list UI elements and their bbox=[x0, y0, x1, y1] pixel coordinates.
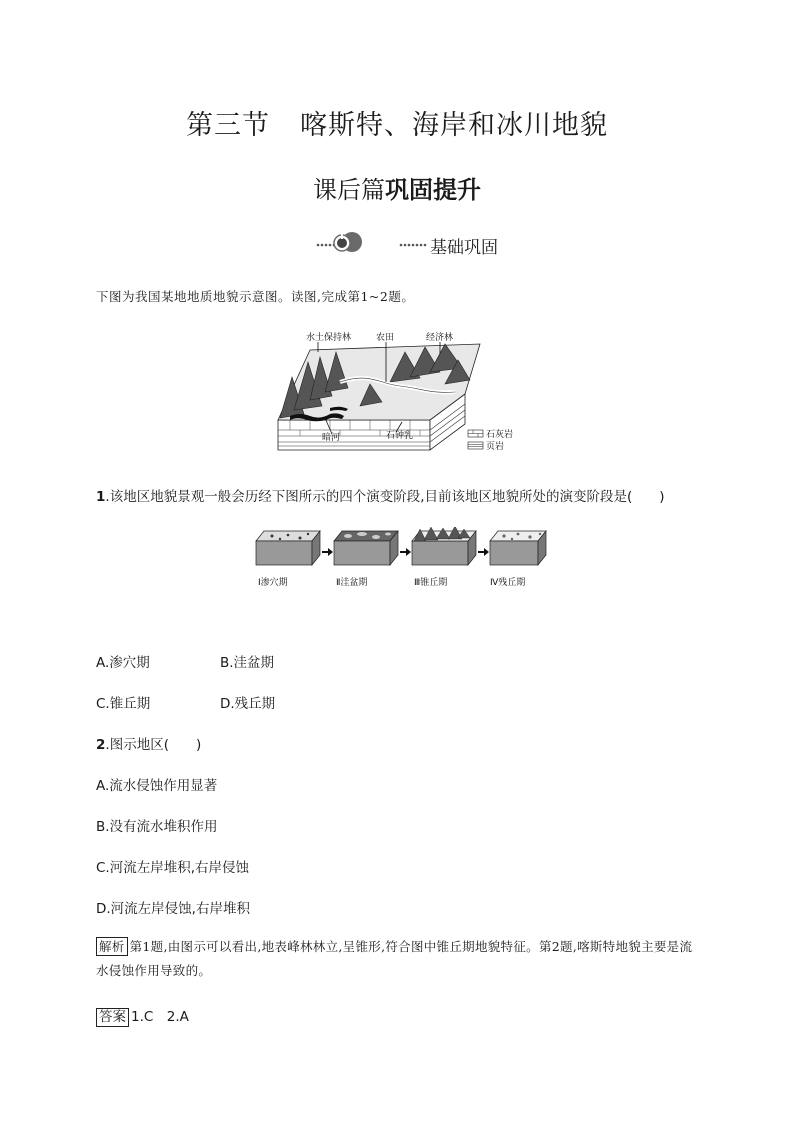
label-stalactite: 石钟乳 bbox=[386, 431, 414, 441]
stage-2-block bbox=[334, 531, 398, 565]
stage-label-4: Ⅳ残丘期 bbox=[490, 578, 526, 588]
explanation bbox=[96, 935, 696, 983]
legend-limestone: 石灰岩 bbox=[486, 430, 514, 440]
label-underground-river: 暗河 bbox=[322, 433, 341, 443]
stage-arrow-2 bbox=[400, 548, 411, 556]
section-header bbox=[0, 230, 794, 260]
answer bbox=[96, 1005, 189, 1027]
question-1-number: 1 bbox=[96, 489, 106, 505]
subtitle-bold: 巩固提升 bbox=[385, 176, 481, 204]
question-2-text: .图示地区( ) bbox=[105, 737, 202, 753]
q2-option-b: B.没有流水堆积作用 bbox=[96, 819, 218, 835]
title-section-number: 第三节 bbox=[186, 110, 270, 141]
intro-text: 下图为我国某地地质地貌示意图。读图,完成第1~2题。 bbox=[96, 289, 415, 304]
stage-arrow-1 bbox=[322, 548, 333, 556]
q1-option-c: C.锥丘期 bbox=[96, 696, 151, 712]
question-1 bbox=[96, 485, 665, 505]
q2-option-d: D.河流左岸侵蚀,右岸堆积 bbox=[96, 901, 250, 917]
q2-option-a: A.流水侵蚀作用显著 bbox=[96, 778, 218, 794]
q1-option-b: B.洼盆期 bbox=[220, 655, 275, 671]
stage-arrow-3 bbox=[478, 548, 489, 556]
stage-label-1: Ⅰ渗穴期 bbox=[258, 578, 288, 588]
stage-label-2: Ⅱ洼盆期 bbox=[336, 578, 368, 588]
stage-4-block bbox=[490, 531, 546, 565]
page-title bbox=[0, 103, 794, 142]
section-ornament bbox=[0, 230, 794, 260]
label-economic-forest: 经济林 bbox=[426, 333, 454, 343]
question-2 bbox=[96, 733, 201, 753]
label-farmland: 农田 bbox=[376, 333, 395, 343]
legend-limestone-swatch bbox=[468, 430, 483, 437]
page-subtitle bbox=[0, 170, 794, 205]
title-topic: 喀斯特、海岸和冰川地貌 bbox=[300, 110, 608, 141]
label-soil-forest: 水土保持林 bbox=[306, 333, 352, 343]
legend-shale-swatch bbox=[468, 442, 483, 449]
q1-option-a: A.渗穴期 bbox=[96, 655, 150, 671]
answer-text: 1.C 2.A bbox=[131, 1009, 189, 1025]
section-label: 基础巩固 bbox=[430, 238, 498, 258]
explanation-text: 第1题,由图示可以看出,地表峰林林立,呈锥形,符合图中锥丘期地貌特征。第2题,喀斯特地貌主要是流水侵蚀作用导致的。 bbox=[96, 939, 693, 978]
karst-stages-diagram bbox=[250, 527, 550, 593]
legend-shale: 页岩 bbox=[486, 442, 505, 452]
q2-option-c: C.河流左岸堆积,右岸侵蚀 bbox=[96, 860, 250, 876]
q1-option-d: D.残丘期 bbox=[220, 696, 276, 712]
stage-1-block bbox=[256, 531, 320, 565]
answer-tag: 答案 bbox=[96, 1008, 129, 1027]
stage-3-block bbox=[412, 527, 476, 565]
explanation-tag: 解析 bbox=[96, 937, 128, 956]
subtitle-normal: 课后篇 bbox=[313, 176, 385, 204]
question-1-text: .该地区地貌景观一般会历经下图所示的四个演变阶段,目前该地区地貌所处的演变阶段是( ) bbox=[105, 489, 665, 505]
question-2-number: 2 bbox=[96, 737, 106, 753]
karst-block-diagram bbox=[270, 322, 530, 456]
stage-label-3: Ⅲ锥丘期 bbox=[414, 578, 448, 588]
